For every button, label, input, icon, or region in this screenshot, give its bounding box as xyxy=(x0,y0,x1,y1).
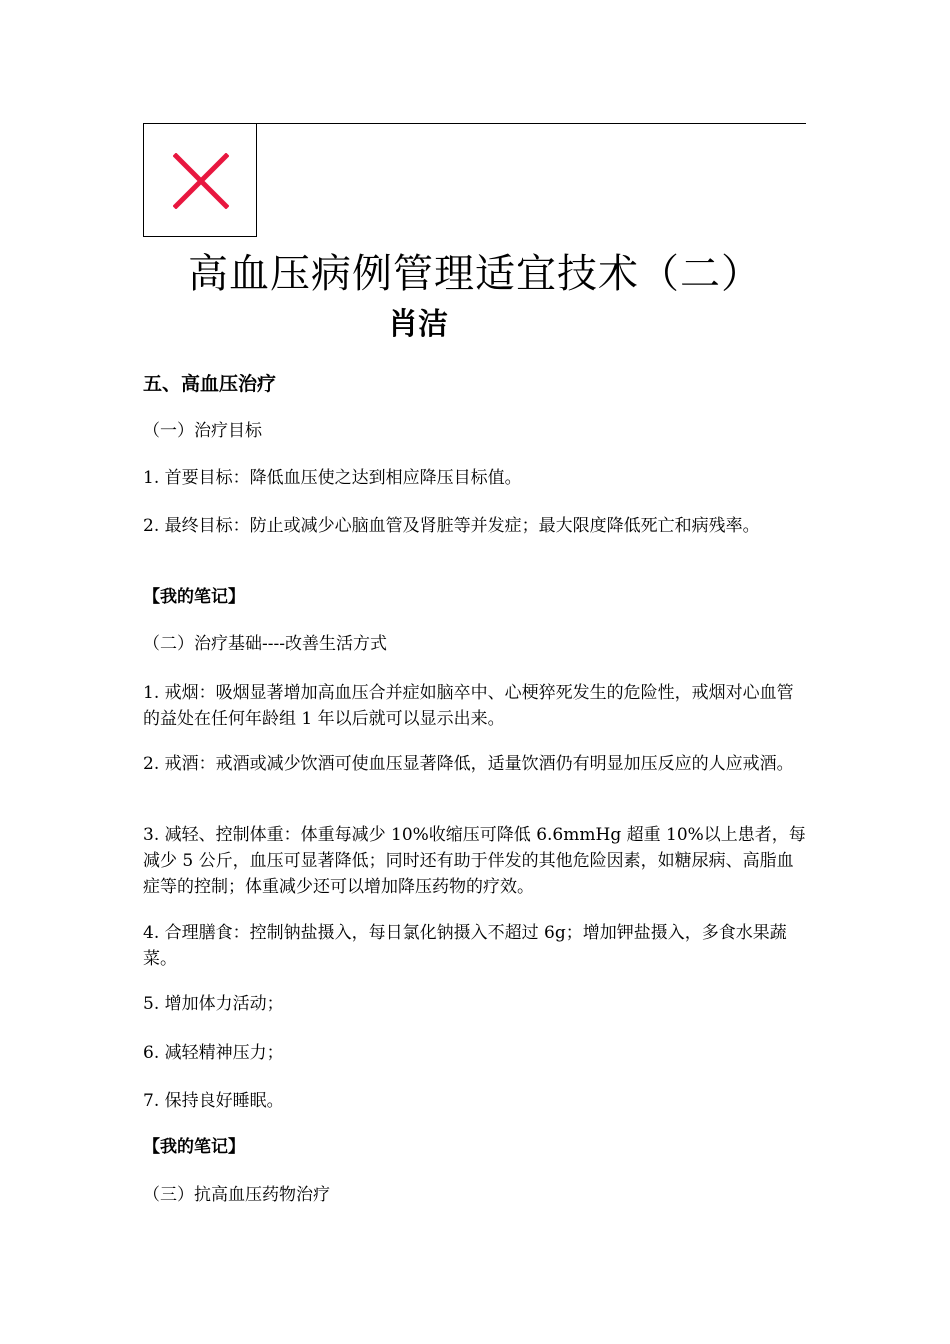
paragraph-good-sleep: 7. 保持良好睡眠。 xyxy=(143,1091,284,1111)
note-label: 【我的笔记】 xyxy=(143,1137,245,1157)
document-title: 高血压病例管理适宜技术（二） xyxy=(188,251,762,297)
subheading-drug-therapy: （三）抗高血压药物治疗 xyxy=(143,1185,330,1205)
paragraph-diet: 4. 合理膳食：控制钠盐摄入，每日氯化钠摄入不超过 6g；增加钾盐摄入，多食水果蔬菜。 xyxy=(143,923,787,969)
logo-box xyxy=(143,123,257,237)
cross-mark-icon xyxy=(173,153,229,209)
paragraph-primary-goal: 1. 首要目标：降低血压使之达到相应降压目标值。 xyxy=(143,468,522,488)
author-name: 肖洁 xyxy=(388,307,448,342)
note-label: 【我的笔记】 xyxy=(143,587,245,607)
paragraph-final-goal: 2. 最终目标：防止或减少心脑血管及肾脏等并发症；最大限度降低死亡和病残率。 xyxy=(143,516,760,536)
subheading-lifestyle: （二）治疗基础----改善生活方式 xyxy=(143,634,387,654)
section-heading: 五、高血压治疗 xyxy=(143,373,277,395)
paragraph-weight-control: 3. 减轻、控制体重：体重每减少 10%收缩压可降低 6.6mmHg 超重 10%以上患者，每减少 5 公斤，血压可显著降低；同时还有助于伴发的其他危险因素，如糖尿病、高脂血症等的控制；体重减少还可以增加降压药物的疗效。 xyxy=(143,825,806,897)
paragraph-quit-drinking: 2. 戒酒：戒酒或减少饮酒可使血压显著降低，适量饮酒仍有明显加压反应的人应戒酒。 xyxy=(143,754,794,774)
paragraph-quit-smoking: 1. 戒烟：吸烟显著增加高血压合并症如脑卒中、心梗猝死发生的危险性，戒烟对心血管的益处在任何年龄组 1 年以后就可以显示出来。 xyxy=(143,683,794,729)
subheading-treatment-goals: （一）治疗目标 xyxy=(143,421,262,441)
paragraph-physical-activity: 5. 增加体力活动； xyxy=(143,994,284,1014)
paragraph-reduce-stress: 6. 减轻精神压力； xyxy=(143,1043,284,1063)
